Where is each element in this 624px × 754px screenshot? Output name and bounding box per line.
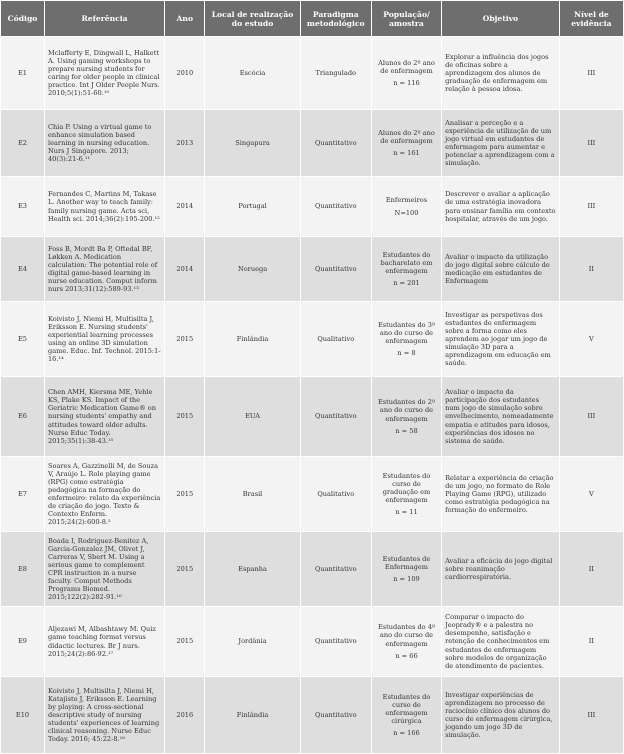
year-cell <box>165 457 205 532</box>
paradigm-cell <box>300 302 371 377</box>
objective-cell <box>442 532 560 607</box>
code-cell-text: E10 <box>15 710 30 719</box>
sample-size: n = 58 <box>395 426 418 435</box>
table-row <box>1 237 624 302</box>
paradigm-cell-text: Quantitativo <box>314 710 357 719</box>
year-cell-text: 2014 <box>176 202 194 211</box>
paradigm-cell-text: Quantitativo <box>314 564 357 573</box>
objective-cell <box>442 177 560 237</box>
table-row <box>1 532 624 607</box>
reference-cell <box>44 237 164 302</box>
year-cell <box>165 37 205 110</box>
year-cell-text: 2010 <box>176 68 194 77</box>
reference-cell <box>44 110 164 177</box>
sample-size: n = 11 <box>395 508 418 517</box>
year-cell-text: 2013 <box>176 138 194 147</box>
year-cell <box>165 110 205 177</box>
population-cell <box>371 37 441 110</box>
paradigm-cell <box>300 110 371 177</box>
place-cell <box>205 177 300 237</box>
code-cell-text: E7 <box>17 489 27 498</box>
population-cell-text: Estudantes do curso de graduação em enfermagem <box>382 471 431 505</box>
evidence-level-cell-text: III <box>587 412 596 421</box>
year-cell-text: 2016 <box>176 710 194 719</box>
sample-size: n = 109 <box>393 575 420 584</box>
sample-size: n = 8 <box>397 349 416 358</box>
place-cell <box>205 607 300 677</box>
place-cell-text: Singapura <box>235 138 270 147</box>
code-cell-text: E9 <box>17 637 27 646</box>
population-cell <box>371 177 441 237</box>
place-cell-text: EUA <box>245 412 260 421</box>
code-cell-text: E3 <box>17 202 27 211</box>
code-cell <box>1 177 45 237</box>
header-paradigma: Paradigma metodológico <box>300 1 371 37</box>
population-cell-text: Estudantes do bacharelato em enfermagem <box>380 250 433 275</box>
evidence-level-cell-text: V <box>589 489 594 498</box>
code-cell-text: E5 <box>17 334 27 343</box>
code-cell-text: E8 <box>17 564 27 573</box>
population-cell-text: Estudantes do 2º ano do curso de enfermagem <box>377 398 436 423</box>
population-cell <box>371 677 441 754</box>
population-cell <box>371 607 441 677</box>
sample-size: n = 201 <box>393 279 420 288</box>
reference-cell <box>44 607 164 677</box>
place-cell <box>205 532 300 607</box>
objective-cell <box>442 377 560 457</box>
objective-cell <box>442 237 560 302</box>
code-cell <box>1 302 45 377</box>
objective-cell-text: Descrever e avaliar a aplicação de uma estratégia inovadora para ensinar família em contexto hospitalar, através de um jogo. <box>445 190 556 223</box>
paradigm-cell <box>300 377 371 457</box>
population-cell <box>371 532 441 607</box>
paradigm-cell <box>300 177 371 237</box>
objective-cell <box>442 302 560 377</box>
population-cell-text: Estudantes do 4º ano do curso de enfermagem <box>377 623 436 648</box>
reference-cell-text: Koivisto J, Multisilta J, Niemi H, Katajisto J, Eriksson E. Learning by playing: A cross-sectional descriptive study of nursing students' experiences of learning clinical reasoning. Nurse Educ Today. 2016; 45:22-8.¹⁸ <box>47 686 160 744</box>
place-cell <box>205 37 300 110</box>
place-cell-text: Brasil <box>242 489 263 498</box>
evidence-level-cell <box>559 177 623 237</box>
sample-size: n = 161 <box>393 149 420 158</box>
population-cell-text: Estudantes do 3º ano do curso de enfermagem <box>377 320 436 345</box>
objective-cell-text: Analisar a perceção e a experiência de utilização de um jogo virtual em estudantes de enfermagem para aumentar e potenciar a aprendizagem com a simulação. <box>445 118 555 168</box>
objective-cell <box>442 607 560 677</box>
reference-cell-text: Boada I, Rodriguez-Benitez A, Garcia-Gonzalez JM, Olivet J, Carreras V, Sbert M. Using a serious game to complement CPR instruction in a nurse faculty. Comput Methods Programs Biomed. 2015;122(2):282-91.¹⁶ <box>47 536 149 602</box>
objective-cell <box>442 110 560 177</box>
place-cell <box>205 302 300 377</box>
population-cell-text: Estudantes de Enfermagem <box>382 554 431 571</box>
paradigm-cell-text: Qualitativo <box>317 489 355 498</box>
reference-cell <box>44 37 164 110</box>
paradigm-cell <box>300 607 371 677</box>
paradigm-cell <box>300 237 371 302</box>
objective-cell <box>442 37 560 110</box>
sample-size: n = 66 <box>395 651 418 660</box>
paradigm-cell <box>300 457 371 532</box>
reference-cell-text: Soares A, Gazzinelli M, de Souza V, Araújo L. Role playing game (RPG) como estratégia pedagógica na formação do enfermeiro: relato da experiência de criação do jogo. Texto & Contexto Enferm. 2015;24(2):600-8.² <box>47 461 161 527</box>
reference-cell-text: Fernandes C, Martins M, Takase L. Another way to teach family: family nursing game. Acta sci, Health sci. 2014;36(2):195-200.¹² <box>47 190 160 223</box>
population-cell <box>371 457 441 532</box>
header-local: Local de realização do estudo <box>205 1 300 37</box>
reference-cell <box>44 532 164 607</box>
objective-cell-text: Explorar a influência dos jogos de oficinas sobre a aprendizagem dos alunos de graduação de enfermagem em relação à pessoa idosa. <box>445 52 549 94</box>
code-cell <box>1 110 45 177</box>
table-header-row <box>1 1 624 37</box>
code-cell <box>1 457 45 532</box>
place-cell-text: Escócia <box>239 68 266 77</box>
code-cell-text: E2 <box>17 138 27 147</box>
evidence-level-cell <box>559 457 623 532</box>
year-cell <box>165 237 205 302</box>
place-cell-text: Espanha <box>238 564 267 573</box>
evidence-level-cell-text: II <box>588 264 594 273</box>
code-cell <box>1 607 45 677</box>
header-codigo: Código <box>1 1 45 37</box>
evidence-level-cell-text: V <box>589 334 594 343</box>
evidence-level-cell <box>559 677 623 754</box>
paradigm-cell-text: Quantitativo <box>314 138 357 147</box>
objective-cell-text: Avaliar o impacto da utilização do jogo digital sobre cálculo de medicação em estudantes de Enfermagem <box>445 252 550 286</box>
table-row <box>1 302 624 377</box>
paradigm-cell <box>300 37 371 110</box>
table-row <box>1 177 624 237</box>
evidence-level-cell-text: II <box>588 564 594 573</box>
population-cell <box>371 302 441 377</box>
place-cell <box>205 377 300 457</box>
population-cell-text: Estudantes do curso de enfermagem cirúrgica <box>382 692 431 726</box>
year-cell <box>165 607 205 677</box>
reference-cell-text: Koivisto J, Niemi H, Multisilta J, Eriksson E. Nursing students' experiential learning processes using an online 3D simulation game. Educ. Inf. Technol. 2015:1-16.¹⁴ <box>47 314 161 364</box>
objective-cell-text: Investigar as perspetivas dos estudantes de enfermagem sobre a forma como eles aprendem ao jogar um jogo de simulação 3D para a aprendizagem em educação em saúde. <box>445 310 551 368</box>
table-row <box>1 110 624 177</box>
evidence-level-cell-text: III <box>587 138 596 147</box>
population-cell-text: Alunos do 2º ano de enfermagem <box>378 128 435 145</box>
place-cell-text: Finlândia <box>236 334 269 343</box>
reference-cell <box>44 457 164 532</box>
evidence-level-cell-text: II <box>588 637 594 646</box>
reference-cell <box>44 377 164 457</box>
table-row <box>1 377 624 457</box>
population-cell <box>371 237 441 302</box>
header-populacao: População/ amostra <box>371 1 441 37</box>
code-cell-text: E4 <box>17 264 27 273</box>
sample-size: n = 116 <box>393 79 420 88</box>
reference-cell <box>44 677 164 754</box>
year-cell-text: 2015 <box>176 637 194 646</box>
evidence-level-cell-text: III <box>587 68 596 77</box>
paradigm-cell-text: Quantitativo <box>314 637 357 646</box>
paradigm-cell-text: Triangulado <box>315 68 357 77</box>
year-cell <box>165 177 205 237</box>
population-cell-text: Enfermeiros <box>385 196 428 205</box>
table-row <box>1 457 624 532</box>
objective-cell-text: Relatar a experiência de criação de um jogo, no formato de Role Playing Game (RPG), utilizado como estratégia pedagógica na formação do enfermeiro. <box>445 473 554 515</box>
reference-cell-text: Mclafferty E, Dingwall L, Halkett A. Using gaming workshops to prepare nursing students for caring for older people in clinical practice. Int J Older People Nurs. 2010;5(1):51-60.¹⁰ <box>47 48 160 98</box>
reference-cell <box>44 302 164 377</box>
evidence-level-cell <box>559 237 623 302</box>
year-cell-text: 2015 <box>176 334 194 343</box>
place-cell <box>205 237 300 302</box>
code-cell-text: E6 <box>17 412 27 421</box>
population-cell <box>371 377 441 457</box>
header-ano: Ano <box>165 1 205 37</box>
header-objetivo: Objetivo <box>442 1 560 37</box>
evidence-level-cell <box>559 532 623 607</box>
year-cell-text: 2015 <box>176 564 194 573</box>
sample-size: N=100 <box>394 208 419 217</box>
evidence-level-cell <box>559 607 623 677</box>
header-nivel: Nível de evidência <box>559 1 623 37</box>
place-cell-text: Portugal <box>238 202 267 211</box>
place-cell-text: Noruega <box>237 264 268 273</box>
evidence-level-cell <box>559 302 623 377</box>
place-cell <box>205 677 300 754</box>
code-cell <box>1 532 45 607</box>
year-cell-text: 2015 <box>176 489 194 498</box>
year-cell <box>165 377 205 457</box>
objective-cell-text: Avaliar o impacto da participação dos estudantes num jogo de simulação sobre envelhecimento, nomeadamente empatia e atitudes para idosos, experiências dos idosos no sistema de saúde. <box>445 388 554 445</box>
paradigm-cell-text: Qualitativo <box>317 334 355 343</box>
objective-cell-text: Comparar o impacto do Jeoprady® e a palestra no desempenho, satisfação e retenção de conhecimentos em estudantes de enfermagem sobre modelos de organização de atendimento de pacientes. <box>445 613 550 670</box>
objective-cell <box>442 457 560 532</box>
place-cell-text: Finlândia <box>236 710 269 719</box>
code-cell <box>1 37 45 110</box>
paradigm-cell-text: Quantitativo <box>314 202 357 211</box>
place-cell <box>205 110 300 177</box>
paradigm-cell-text: Quantitativo <box>314 264 357 273</box>
paradigm-cell <box>300 677 371 754</box>
reference-cell <box>44 177 164 237</box>
population-cell <box>371 110 441 177</box>
header-referencia: Referência <box>44 1 164 37</box>
objective-cell-text: Avaliar a eficácia do jogo digital sobre reanimação cardiorrespiratória. <box>445 556 553 582</box>
year-cell <box>165 302 205 377</box>
objective-cell <box>442 677 560 754</box>
evidence-level-cell <box>559 37 623 110</box>
reference-cell-text: Aljezawi M, Albashtawy M. Quiz game teaching format versus didactic lectures. Br J nurs. 2015;24(2):86-92.¹⁷ <box>47 625 156 658</box>
code-cell-text: E1 <box>17 68 27 77</box>
reference-cell-text: Foss B, Mordt Ba P, Oftedal BF, Løkken A. Medication calculation: The potential role of digital game-based learning in nurse education. Comput inform nurs 2013;31(12):589-93.¹³ <box>47 244 158 294</box>
evidence-level-cell-text: III <box>587 202 596 211</box>
evidence-level-cell <box>559 377 623 457</box>
reference-cell-text: Chen AMH, Kiersma ME, Yehle KS, Plake KS. Impact of the Geriatric Medication Game® on nursing students' empathy and attitudes toward older adults. Nurse Educ Today. 2015;35(1):38-43.¹⁵ <box>47 388 156 445</box>
code-cell <box>1 377 45 457</box>
place-cell-text: Jordânia <box>238 637 267 646</box>
table-row <box>1 37 624 110</box>
sample-size: n = 166 <box>393 729 420 738</box>
reference-cell-text: Chia P. Using a virtual game to enhance simulation based learning in nursing education. Nurs J Singapore. 2013; 40(3):21-6.¹¹ <box>47 122 152 164</box>
table-row <box>1 677 624 754</box>
table-row <box>1 607 624 677</box>
code-cell <box>1 677 45 754</box>
place-cell <box>205 457 300 532</box>
year-cell <box>165 677 205 754</box>
year-cell <box>165 532 205 607</box>
population-cell-text: Alunos do 2º ano de enfermagem <box>378 58 435 75</box>
year-cell-text: 2014 <box>176 264 194 273</box>
evidence-level-cell-text: III <box>587 710 596 719</box>
paradigm-cell-text: Quantitativo <box>314 412 357 421</box>
evidence-level-cell <box>559 110 623 177</box>
code-cell <box>1 237 45 302</box>
objective-cell-text: Investigar experiências de aprendizagem no processo de raciocínio clínico dos alunos do curso de enfermagem cirúrgica, jogando um jogo 3D de simulação. <box>445 690 553 740</box>
year-cell-text: 2015 <box>176 412 194 421</box>
paradigm-cell <box>300 532 371 607</box>
